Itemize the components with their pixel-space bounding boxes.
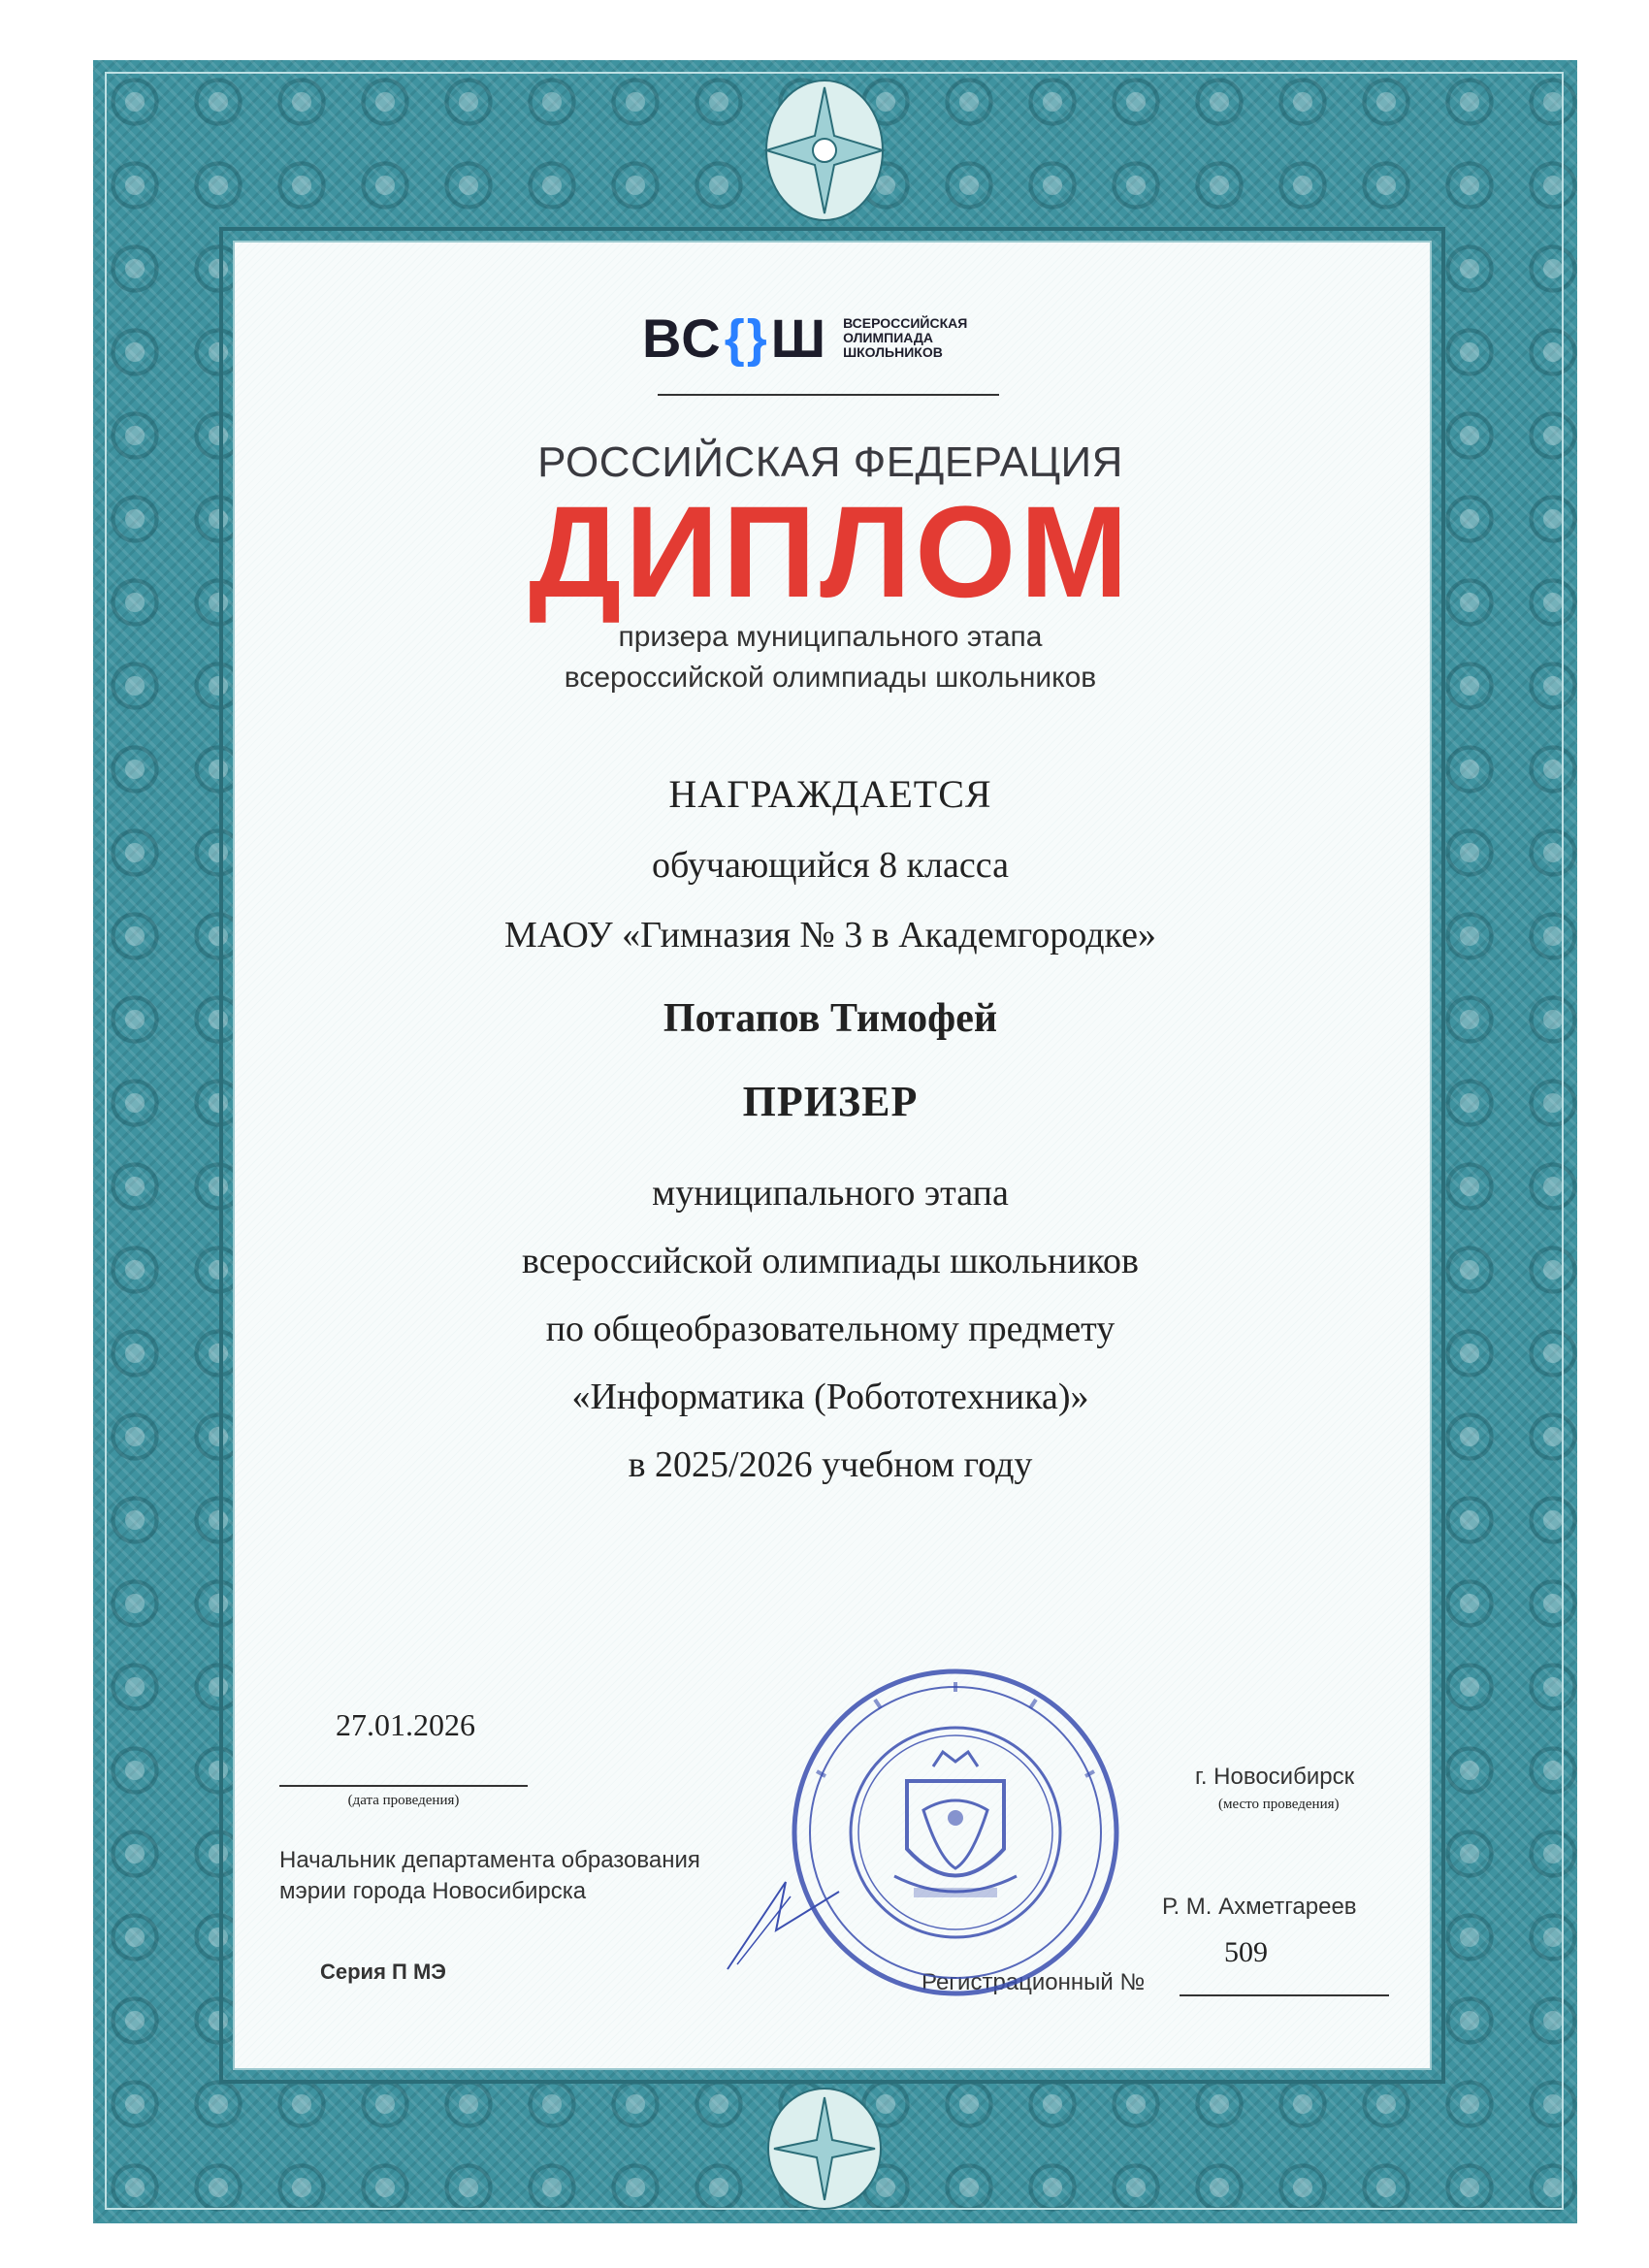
recipient-name: Потапов Тимофей xyxy=(663,996,998,1041)
date-underline xyxy=(279,1785,528,1787)
vsosh-logo xyxy=(642,307,1008,370)
event-place: г. Новосибирск xyxy=(1195,1764,1355,1790)
school-year: в 2025/2026 учебном году xyxy=(628,1444,1033,1485)
award-status: ПРИЗЕР xyxy=(742,1078,919,1125)
olympiad-name: всероссийской олимпиады школьников xyxy=(522,1241,1139,1281)
vsosh-logo-mark xyxy=(642,307,827,370)
logo-caption-line-1: ВСЕРОССИЙСКАЯ xyxy=(843,315,968,331)
logo-mark-brace: {} xyxy=(724,308,769,368)
subject-intro: по общеобразовательному предмету xyxy=(545,1309,1116,1349)
place-caption: (место проведения) xyxy=(1218,1797,1340,1812)
diploma-title: ДИПЛОМ xyxy=(529,480,1132,625)
diploma-subtitle-2: всероссийской олимпиады школьников xyxy=(564,662,1097,694)
handwritten-signature xyxy=(718,1863,854,1979)
school-name: МАОУ «Гимназия № 3 в Академгородке» xyxy=(504,915,1156,956)
logo-caption xyxy=(843,316,1008,360)
event-date: 27.01.2026 xyxy=(336,1707,475,1742)
student-grade: обучающийся 8 класса xyxy=(652,845,1009,886)
bottom-ornament xyxy=(757,2076,892,2221)
registration-label: Регистрационный № xyxy=(922,1969,1146,1995)
awarded-heading: НАГРАЖДАЕТСЯ xyxy=(668,772,992,816)
registration-number: 509 xyxy=(1224,1936,1268,1968)
subject-name: «Информатика (Робототехника)» xyxy=(571,1377,1089,1417)
official-title-line-2: мэрии города Новосибирска xyxy=(279,1878,587,1904)
official-title-line-1: Начальник департамента образования xyxy=(279,1847,700,1873)
registration-underline xyxy=(1180,1994,1389,1996)
top-snowflake-ornament xyxy=(757,68,892,233)
logo-mark-left: ВС xyxy=(642,308,723,369)
signer-name: Р. М. Ахметгареев xyxy=(1162,1894,1357,1920)
logo-caption-line-2: ОЛИМПИАДА xyxy=(843,330,933,345)
olympiad-stage: муниципального этапа xyxy=(652,1173,1009,1214)
date-caption: (дата проведения) xyxy=(347,1793,460,1808)
logo-mark-right: Ш xyxy=(770,308,828,369)
diploma-subtitle-1: призера муниципального этапа xyxy=(618,621,1043,653)
diploma-series: Серия П МЭ xyxy=(320,1960,446,1984)
country-title: РОССИЙСКАЯ ФЕДЕРАЦИЯ xyxy=(537,438,1123,486)
logo-divider xyxy=(658,394,999,396)
logo-caption-line-3: ШКОЛЬНИКОВ xyxy=(843,344,943,360)
